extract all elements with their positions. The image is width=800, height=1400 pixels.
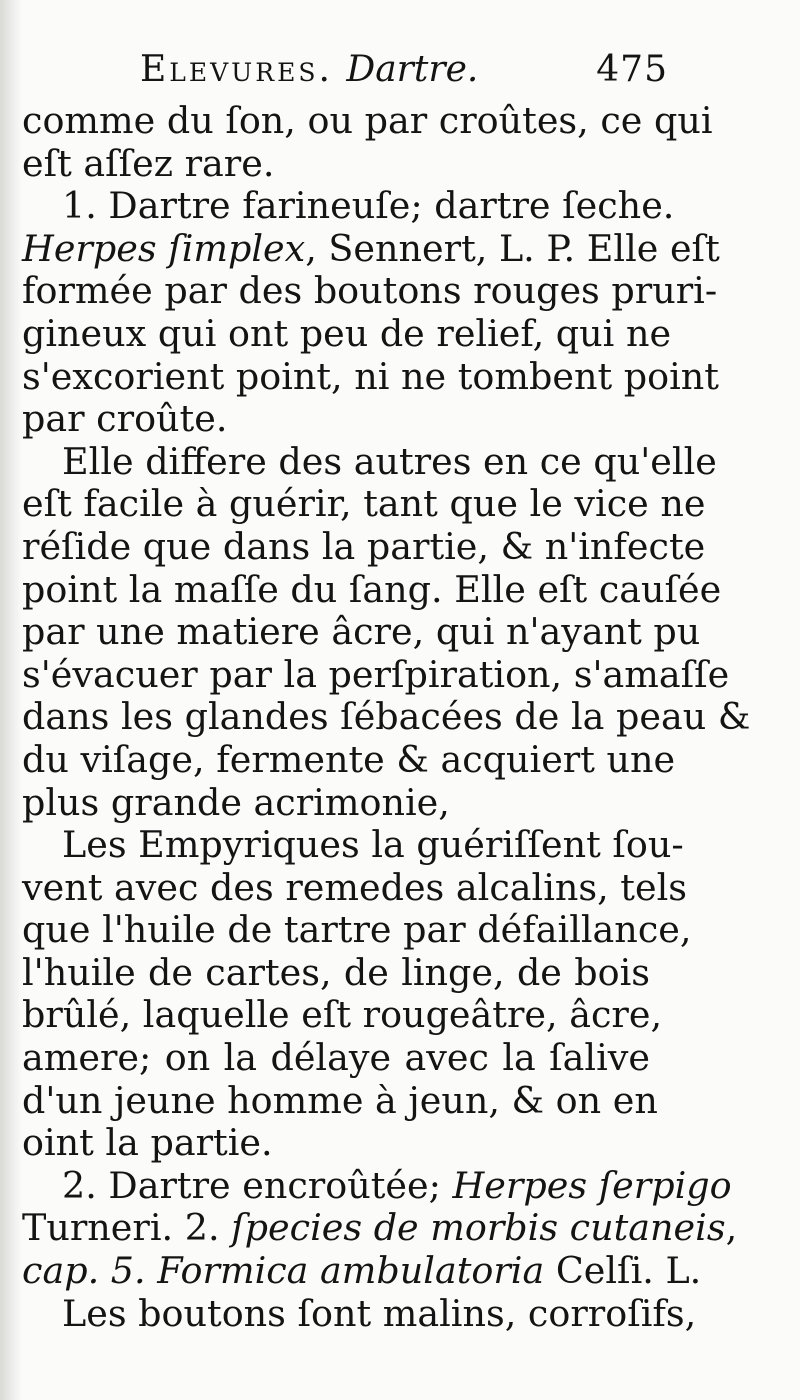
running-title bbox=[140, 42, 478, 98]
text-segment: 2. Dartre encroûtée; bbox=[62, 1163, 453, 1207]
text-line bbox=[22, 269, 718, 313]
italic-text-segment: Herpes ſimplex bbox=[22, 226, 306, 270]
italic-text-segment: cap. 5. Formica ambulatoria bbox=[22, 1249, 545, 1293]
text-segment: d'un jeune homme à jeun, & on en bbox=[22, 1078, 658, 1122]
text-line bbox=[22, 524, 706, 569]
text-line bbox=[22, 398, 650, 441]
text-line bbox=[22, 1249, 702, 1293]
text-line bbox=[22, 99, 713, 143]
text-line bbox=[22, 143, 650, 186]
text-line bbox=[22, 610, 701, 654]
text-line bbox=[22, 1291, 697, 1336]
text-line bbox=[22, 1206, 738, 1250]
text-segment: Les Empyriques la guériſſent ſou- bbox=[62, 823, 684, 867]
text-segment: comme du ſon, ou par croûtes, ce qui bbox=[22, 99, 713, 142]
text-line bbox=[22, 652, 730, 697]
text-segment: que l'huile de tartre par défaillance, bbox=[22, 908, 692, 952]
text-segment: Celſi. L. bbox=[544, 1249, 702, 1293]
text-segment: Turneri. 2. bbox=[22, 1206, 232, 1250]
body-text bbox=[22, 99, 751, 1335]
text-segment: dans les glandes ſébacées de la peau & bbox=[22, 695, 751, 739]
text-segment: , bbox=[725, 1206, 738, 1250]
text-segment: s'évacuer par la perſpiration, s'amaſſe bbox=[22, 652, 730, 696]
page-number: 475 bbox=[596, 49, 668, 90]
text-line bbox=[22, 184, 675, 228]
text-segment: , Sennert, L. P. Elle eſt bbox=[305, 226, 720, 270]
text-segment: Elle differe des autres en ce qu'elle bbox=[62, 439, 717, 483]
text-line bbox=[22, 1078, 658, 1123]
text-line bbox=[22, 908, 692, 952]
text-line bbox=[22, 865, 687, 910]
text-line bbox=[22, 439, 717, 484]
text-line bbox=[22, 567, 722, 612]
text-segment: 1. Dartre farineuſe; dartre ſeche. bbox=[62, 184, 675, 228]
text-segment: par croûte. bbox=[22, 397, 228, 441]
text-segment: par une matiere âcre, qui n'ayant pu bbox=[22, 610, 701, 654]
text-line bbox=[22, 311, 672, 356]
text-line bbox=[22, 1037, 650, 1080]
text-segment: l'huile de cartes, de linge, de bois bbox=[22, 950, 650, 994]
text-line bbox=[22, 1122, 650, 1165]
text-line bbox=[22, 737, 676, 782]
text-line bbox=[22, 952, 650, 995]
italic-text-segment: Herpes ſerpigo bbox=[452, 1163, 732, 1207]
text-segment: point la maſſe du ſang. Elle eſt cauſée bbox=[22, 567, 722, 611]
text-segment: eſt aſſez rare. bbox=[22, 141, 275, 185]
text-segment: du viſage, fermente & acquiert une bbox=[22, 737, 676, 781]
text-segment: brûlé, laquelle eſt rougeâtre, âcre, bbox=[22, 993, 663, 1037]
page-gutter-shadow bbox=[0, 0, 22, 1400]
text-segment: eſt facile à guérir, tant que le vice ne bbox=[22, 482, 706, 526]
running-header bbox=[140, 42, 680, 98]
text-line bbox=[22, 482, 706, 526]
text-line bbox=[22, 354, 719, 399]
running-title-caps: Elevures. bbox=[140, 49, 333, 90]
text-line bbox=[22, 993, 663, 1037]
text-line bbox=[22, 823, 684, 867]
text-segment: gineux qui ont peu de relief, qui ne bbox=[22, 311, 672, 355]
text-line bbox=[22, 782, 650, 825]
text-line bbox=[22, 1163, 732, 1208]
text-line bbox=[22, 695, 751, 739]
text-segment: s'excorient point, ni ne tombent point bbox=[22, 354, 719, 398]
text-segment: Les boutons ſont malins, corroſifs, bbox=[62, 1291, 697, 1335]
text-segment: amere; on la délaye avec la ſalive bbox=[22, 1036, 650, 1080]
text-segment: oint la partie. bbox=[22, 1121, 273, 1165]
text-segment: vent avec des remedes alcalins, tels bbox=[22, 865, 687, 909]
text-segment: réſide que dans la partie, & n'infecte bbox=[22, 524, 706, 568]
italic-text-segment: ſpecies de morbis cutaneis bbox=[231, 1206, 726, 1250]
running-title-italic: Dartre. bbox=[346, 49, 479, 90]
text-segment: formée par des boutons rouges pruri- bbox=[22, 269, 718, 313]
text-line bbox=[22, 226, 720, 271]
text-segment: plus grande acrimonie, bbox=[22, 780, 450, 824]
